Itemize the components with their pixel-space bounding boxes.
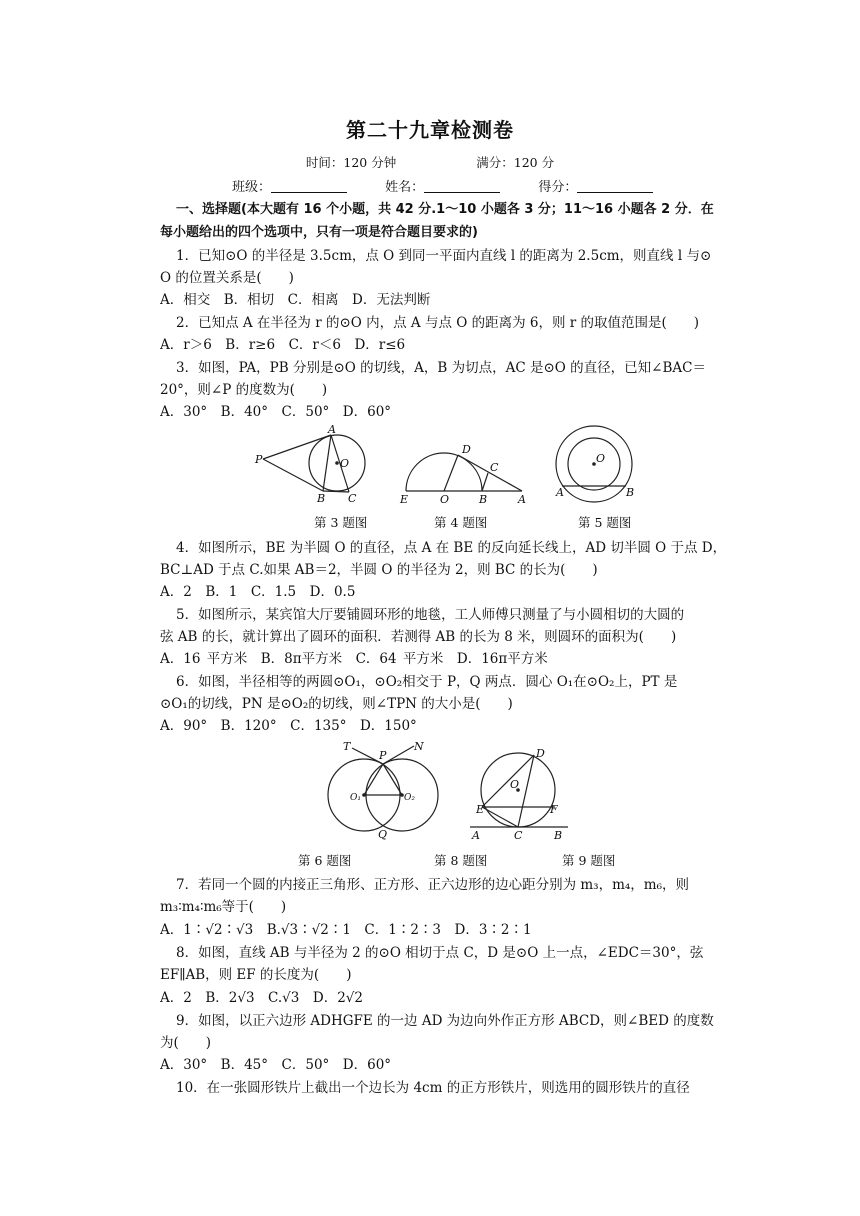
fig3-label-o: O bbox=[340, 457, 350, 470]
q8-stem-cont: EF∥AB，则 EF 的长度为( ) bbox=[160, 967, 352, 983]
q8-stem: 8．如图，直线 AB 与半径为 2 的⊙O 相切于点 C，D 是⊙O 上一点，∠EDC＝30°，弦 bbox=[176, 945, 704, 961]
q8-options: A．2 B．2√3 C.√3 D．2√2 bbox=[160, 990, 363, 1006]
q7-stem: 7．若同一个圆的内接正三角形、正方形、正六边形的边心距分别为 m₃，m₄，m₆，则 bbox=[176, 877, 690, 893]
q1-stem: 1．已知⊙O 的半径是 3.5cm，点 O 到同一平面内直线 l 的距离为 2.5cm，则直线 l 与⊙ bbox=[176, 248, 712, 264]
q2-options: A．r＞6 B．r≥6 C．r＜6 D．r≤6 bbox=[160, 337, 406, 353]
fig4-label-b: B bbox=[479, 493, 488, 506]
class-label: 班级： bbox=[232, 180, 272, 195]
q9-stem: 9．如图，以正六边形 ADHGFE 的一边 AD 为边向外作正方形 ABCD，则∠BED 的度数 bbox=[176, 1013, 714, 1029]
fig5-label-b: B bbox=[626, 486, 635, 499]
full-score: 满分：120 分 bbox=[476, 155, 555, 170]
q5-stem-cont: 弦 AB 的长，就计算出了圆环的面积．若测得 AB 的长为 8 米，则圆环的面积为( ) bbox=[160, 629, 677, 645]
figure-8 bbox=[468, 745, 570, 841]
name-blank[interactable] bbox=[424, 179, 500, 193]
q3-stem: 3．如图，PA，PB 分别是⊙O 的切线，A，B 为切点，AC 是⊙O 的直径，已知∠BAC＝ bbox=[176, 360, 706, 376]
fig8-label-o: O bbox=[510, 778, 520, 791]
figure-3 bbox=[255, 422, 375, 504]
fig5-label-a: A bbox=[556, 486, 564, 499]
caption-fig9: 第 9 题图 bbox=[562, 853, 616, 868]
fig3-label-b: B bbox=[317, 492, 326, 505]
fig8-label-e: E bbox=[476, 803, 485, 816]
name-label: 姓名： bbox=[385, 180, 425, 195]
fig3-label-c: C bbox=[348, 492, 357, 505]
fig4-label-c: C bbox=[490, 461, 499, 474]
q6-stem: 6．如图，半径相等的两圆⊙O₁，⊙O₂相交于 P，Q 两点．圆心 O₁在⊙O₂上，PT 是 bbox=[176, 674, 678, 690]
q5-stem: 5．如图所示，某宾馆大厅要铺圆环形的地毯，工人师傅只测量了与小圆相切的大圆的 bbox=[176, 607, 685, 623]
figure-5 bbox=[548, 424, 644, 506]
caption-fig4: 第 4 题图 bbox=[434, 515, 488, 530]
fig8-label-b: B bbox=[554, 829, 563, 842]
q4-stem-cont: BC⊥AD 于点 C.如果 AB＝2，半圆 O 的半径为 2，则 BC 的长为( ) bbox=[160, 562, 598, 578]
figure-4 bbox=[396, 440, 536, 506]
caption-fig3: 第 3 题图 bbox=[314, 515, 368, 530]
q6-stem-cont: ⊙O₁的切线，PN 是⊙O₂的切线，则∠TPN 的大小是( ) bbox=[160, 696, 513, 712]
fig8-label-c: C bbox=[514, 829, 523, 842]
fig8-label-a: A bbox=[472, 829, 480, 842]
caption-fig6: 第 6 题图 bbox=[298, 853, 352, 868]
q4-options: A．2 B．1 C．1.5 D．0.5 bbox=[160, 584, 356, 600]
fig5-label-o: O bbox=[596, 452, 606, 465]
points-blank[interactable] bbox=[577, 179, 653, 193]
page-title: 第二十九章检测卷 bbox=[346, 118, 514, 142]
fig8-label-f: F bbox=[550, 803, 558, 816]
time-limit: 时间：120 分钟 bbox=[305, 155, 397, 170]
fig4-label-d: D bbox=[462, 443, 471, 456]
fig3-label-p: P bbox=[255, 453, 263, 466]
fig4-label-e: E bbox=[400, 493, 409, 506]
fig6-label-o2: O₂ bbox=[404, 793, 415, 803]
q2-stem: 2．已知点 A 在半径为 r 的⊙O 内，点 A 与点 O 的距离为 6，则 r 的取值范围是( ) bbox=[176, 315, 700, 331]
q7-options: A．1∶√2∶√3 B.√3∶√2∶1 C．1∶2∶3 D．3∶2∶1 bbox=[160, 922, 532, 938]
q7-stem-cont: m₃∶m₄∶m₆等于( ) bbox=[160, 899, 287, 915]
fig6-label-p: P bbox=[379, 749, 387, 762]
q1-stem-cont: O 的位置关系是( ) bbox=[160, 270, 294, 286]
fig6-label-o1: O₁ bbox=[350, 793, 361, 803]
q3-options: A．30° B．40° C．50° D．60° bbox=[160, 404, 392, 420]
q3-stem-cont: 20°，则∠P 的度数为( ) bbox=[160, 382, 328, 398]
q5-options: A．16 平方米 B．8π平方米 C．64 平方米 D．16π平方米 bbox=[160, 651, 548, 667]
exam-meta bbox=[0, 153, 860, 171]
caption-fig5: 第 5 题图 bbox=[578, 515, 632, 530]
fig8-label-d: D bbox=[536, 747, 545, 760]
points-label: 得分： bbox=[538, 180, 578, 195]
fig6-label-t: T bbox=[343, 740, 351, 753]
fig4-label-o: O bbox=[440, 493, 450, 506]
student-info-row bbox=[232, 176, 687, 195]
section1-heading: 一、选择题(本大题有 16 个小题，共 42 分.1～10 小题各 3 分；11～16 小题各 2 分．在 bbox=[176, 202, 714, 217]
fig6-label-n: N bbox=[414, 740, 424, 753]
fig6-label-q: Q bbox=[378, 828, 388, 841]
figure-6 bbox=[326, 738, 448, 842]
fig4-label-a: A bbox=[518, 493, 526, 506]
fig3-label-a: A bbox=[328, 423, 336, 436]
q4-stem: 4．如图所示，BE 为半圆 O 的直径，点 A 在 BE 的反向延长线上，AD 切半圆 O 于点 D， bbox=[176, 540, 727, 556]
caption-fig8: 第 8 题图 bbox=[434, 853, 488, 868]
q9-stem-cont: 为( ) bbox=[160, 1035, 212, 1051]
class-blank[interactable] bbox=[271, 179, 347, 193]
section1-heading-cont: 每小题给出的四个选项中，只有一项是符合题目要求的) bbox=[160, 225, 478, 240]
q10-stem: 10．在一张圆形铁片上截出一个边长为 4cm 的正方形铁片，则选用的圆形铁片的直径 bbox=[176, 1080, 690, 1096]
q9-options: A．30° B．45° C．50° D．60° bbox=[160, 1057, 392, 1073]
q6-options: A．90° B．120° C．135° D．150° bbox=[160, 718, 417, 734]
q1-options: A．相交 B．相切 C．相离 D．无法判断 bbox=[160, 292, 431, 308]
